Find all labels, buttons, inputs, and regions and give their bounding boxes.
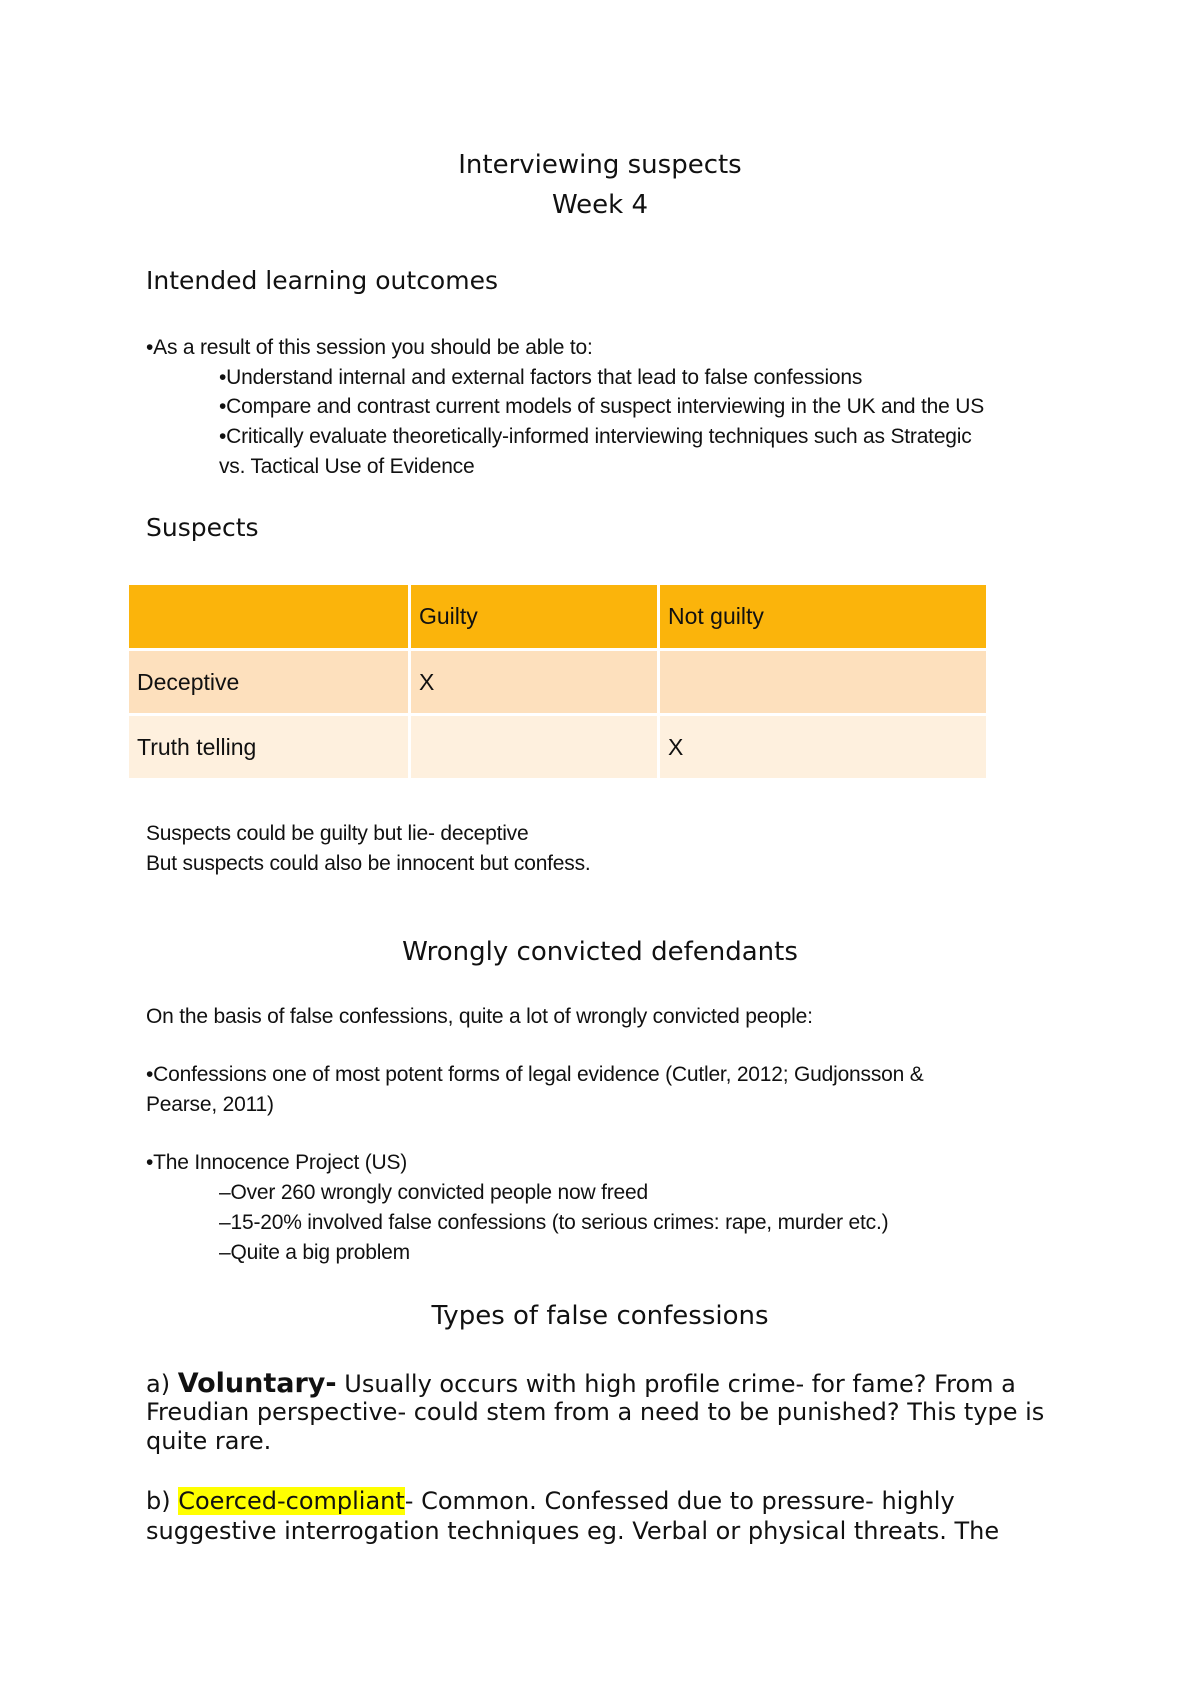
table-header-cell: Guilty [411,585,657,648]
table-row [129,651,986,713]
type-b-prefix: b) [146,1487,179,1515]
suspects-heading: Suspects [146,513,259,542]
type-a-line: quite rare. [146,1427,272,1455]
wrongly-sub-item: –15-20% involved false confessions (to serious crimes: rape, murder etc.) [219,1211,889,1234]
outcome-item: •Understand internal and external factors that lead to false confessions [219,366,863,389]
type-b-term: Coerced-compliant [178,1487,405,1515]
table-row [129,716,986,778]
table-cell: Truth telling [129,716,408,778]
types-heading: Types of false confessions [431,1301,769,1331]
table-cell [660,651,986,713]
type-a-term: Voluntary- [177,1368,337,1399]
outcomes-intro: •As a result of this session you should be able to: [146,336,593,359]
table-header-row [129,585,986,648]
type-b-line: suggestive interrogation techniques eg. Verbal or physical threats. The [146,1517,1000,1545]
table-cell [411,716,657,778]
type-b-text: - Common. Confessed due to pressure- highly [404,1487,955,1515]
page-subtitle: Week 4 [551,190,649,220]
type-a-text: Usually occurs with high profile crime- for fame? From a [336,1370,1016,1398]
type-a-prefix: a) [146,1370,178,1398]
table-cell: Deceptive [129,651,408,713]
wrongly-sub-item: –Over 260 wrongly convicted people now freed [219,1181,648,1204]
suspects-note: Suspects could be guilty but lie- deceptive [146,822,529,845]
table-cell: X [660,716,986,778]
suspects-table [126,582,989,781]
table-header-cell: Not guilty [660,585,986,648]
outcome-item-continuation: vs. Tactical Use of Evidence [219,455,475,478]
type-a-line: Freudian perspective- could stem from a need to be punished? This type is [146,1398,1045,1426]
outcome-item: •Critically evaluate theoretically-informed interviewing techniques such as Strategic [219,425,972,448]
wrongly-bullet: •The Innocence Project (US) [146,1151,408,1174]
table-header-cell [129,585,408,648]
page-title: Interviewing suspects [458,150,742,180]
wrongly-intro: On the basis of false confessions, quite a lot of wrongly convicted people: [146,1005,813,1028]
wrongly-bullet-continuation: Pearse, 2011) [146,1093,274,1116]
outcome-item: •Compare and contrast current models of suspect interviewing in the UK and the US [219,395,985,418]
type-b-line [146,1487,955,1515]
wrongly-heading: Wrongly convicted defendants [402,937,798,967]
wrongly-bullet: •Confessions one of most potent forms of legal evidence (Cutler, 2012; Gudjonsson & [146,1063,924,1086]
table-cell: X [411,651,657,713]
suspects-note: But suspects could also be innocent but confess. [146,852,591,875]
type-a-line [146,1368,1016,1399]
outcomes-heading: Intended learning outcomes [146,266,498,295]
wrongly-sub-item: –Quite a big problem [219,1241,410,1264]
